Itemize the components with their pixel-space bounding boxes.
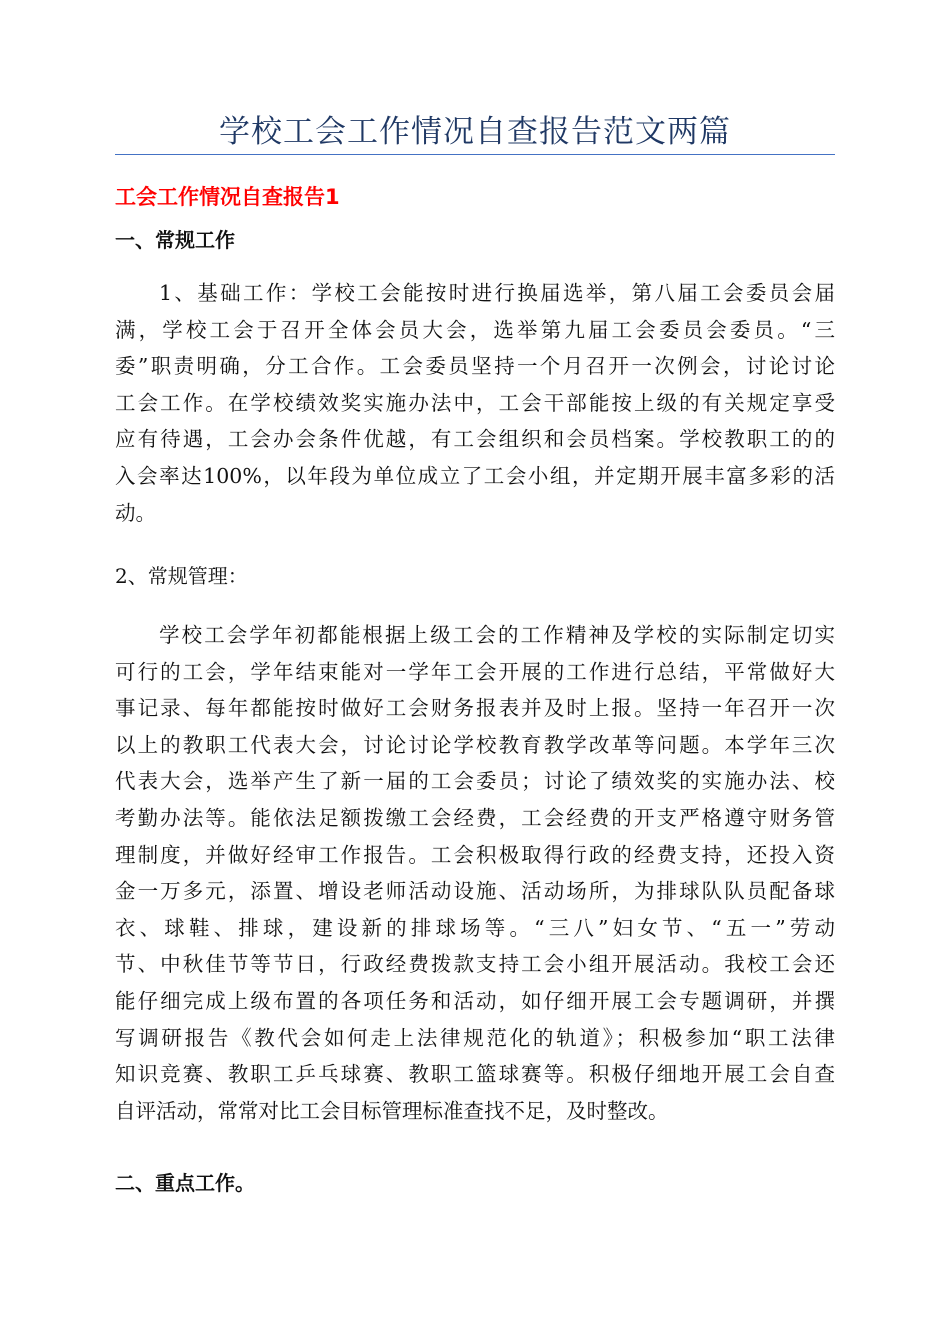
paragraph-line: 写调研报告《教代会如何走上法律规范化的轨道》；积极参加“职工法律 (115, 1025, 835, 1050)
title-underline (115, 154, 835, 155)
paragraph-line: 自评活动，常常对比工会目标管理标准查找不足，及时整改。 (115, 1098, 669, 1123)
paragraph-basic-work (115, 275, 835, 531)
paragraph-line: 考勤办法等。能依法足额拨缴工会经费，工会经费的开支严格遵守财务管 (115, 805, 835, 830)
paragraph-line: 满，学校工会于召开全体会员大会，选举第九届工会委员会委员。“三 (115, 317, 835, 342)
paragraph-line: 动。 (115, 500, 156, 525)
paragraph-line: 以上的教职工代表大会，讨论讨论学校教育教学改革等问题。本学年三次 (115, 732, 835, 757)
paragraph-line: 理制度，并做好经审工作报告。工会积极取得行政的经费支持，还投入资 (115, 842, 835, 867)
paragraph-routine-management (115, 617, 835, 1129)
paragraph-line: 代表大会，选举产生了新一届的工会委员；讨论了绩效奖的实施办法、校 (115, 769, 835, 794)
paragraph-line: 知识竞赛、教职工乒乓球赛、教职工篮球赛等。积极仔细地开展工会自查 (115, 1062, 835, 1087)
paragraph-line: 衣、球鞋、排球，建设新的排球场等。“三八”妇女节、“五一”劳动 (115, 915, 835, 940)
report-heading: 工会工作情况自查报告1 (115, 185, 340, 209)
section-heading-key-work: 二、重点工作。 (115, 1171, 255, 1195)
paragraph-line: 1、基础工作：学校工会能按时进行换届选举，第八届工会委员会届 (159, 281, 835, 305)
paragraph-line: 节、中秋佳节等节日，行政经费拨款支持工会小组开展活动。我校工会还 (115, 952, 835, 977)
paragraph-line: 事记录、每年都能按时做好工会财务报表并及时上报。坚持一年召开一次 (115, 696, 835, 721)
paragraph-line: 能仔细完成上级布置的各项任务和活动，如仔细开展工会专题调研，并撰 (115, 988, 835, 1013)
paragraph-line: 工会工作。在学校绩效奖实施办法中，工会干部能按上级的有关规定享受 (115, 390, 835, 415)
paragraph-line: 金一万多元，添置、增设老师活动设施、活动场所，为排球队队员配备球 (115, 879, 835, 904)
document-title: 学校工会工作情况自查报告范文两篇 (219, 114, 731, 150)
subheading-routine-management: 2、常规管理： (115, 564, 248, 588)
paragraph-line: 应有待遇，工会办会条件优越，有工会组织和会员档案。学校教职工的的 (115, 427, 835, 452)
paragraph-line: 可行的工会，学年结束能对一学年工会开展的工作进行总结，平常做好大 (115, 659, 835, 684)
paragraph-line: 入会率达100%，以年段为单位成立了工会小组，并定期开展丰富多彩的活 (115, 463, 835, 488)
paragraph-line: 委”职责明确，分工合作。工会委员坚持一个月召开一次例会，讨论讨论 (115, 354, 835, 379)
paragraph-line: 学校工会学年初都能根据上级工会的工作精神及学校的实际制定切实 (159, 623, 835, 647)
section-heading-routine-work: 一、常规工作 (115, 228, 235, 252)
